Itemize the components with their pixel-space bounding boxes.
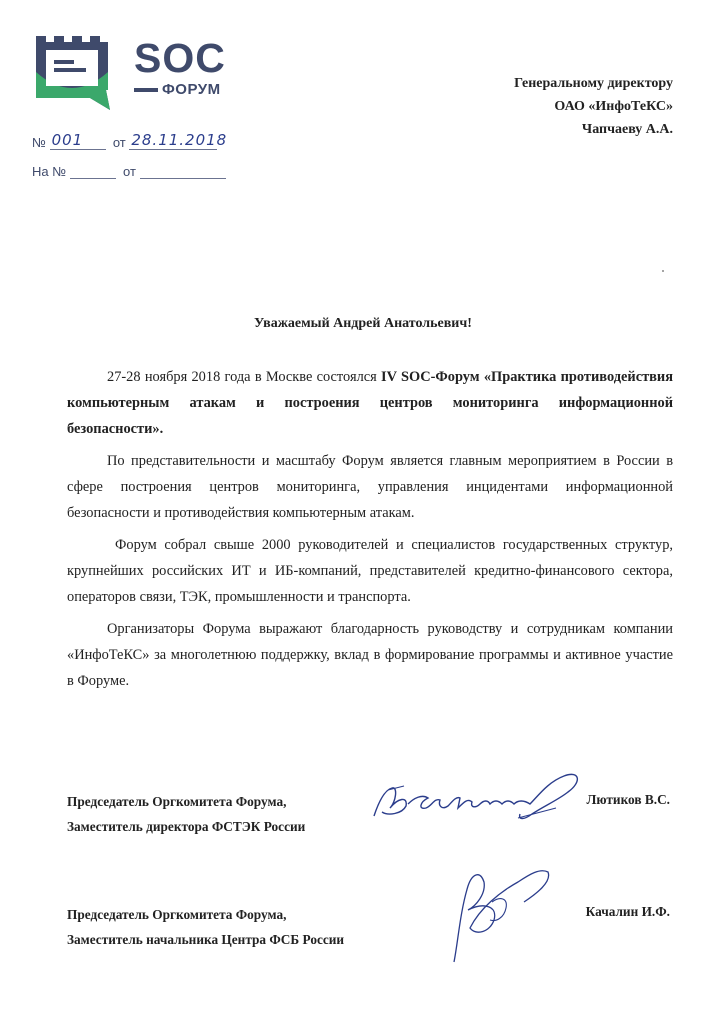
reply-number-field <box>70 163 116 179</box>
paragraph-2: По представительности и масштабу Форум является главным мероприятием в России в сфере построения центров мониторинга, управления инцидентами информационной безопасности и противодействия компьютерным атакам. <box>67 453 673 521</box>
outgoing-reference <box>32 131 228 150</box>
signatory-1-title-line1: Председатель Оргкомитета Форума, <box>67 794 287 809</box>
reply-from-label: от <box>123 164 136 179</box>
paragraph-1-forum-title: IV SOC-Форум «Практика противодействия компьютерным атакам и построения центров мониторинга информационной безопасности». <box>67 369 673 437</box>
incoming-reference <box>32 163 226 179</box>
logo-dash <box>134 88 158 92</box>
signatory-1-title-line2: Заместитель директора ФСТЭК России <box>67 819 306 834</box>
signature-2-image <box>440 862 560 966</box>
signatory-2-name: Качалин И.Ф. <box>585 904 670 919</box>
paragraph-1 <box>67 364 673 442</box>
addressee-block <box>514 72 673 141</box>
soc-forum-logo-icon <box>32 32 112 116</box>
logo-brand-text: SOC <box>134 35 226 81</box>
logo-wordmark <box>134 35 226 98</box>
handwritten-number: 001 <box>51 131 84 149</box>
letter-body <box>67 364 673 700</box>
paragraph-3: Форум собрал свыше 2000 руководителей и специалистов государственных структур, крупнейших российских ИТ и ИБ-компаний, представителей кредитно-финансового сектора, операторов связи, ТЭК, промышленности и транспорта. <box>67 537 673 605</box>
greeting: Уважаемый Андрей Анатольевич! <box>254 316 472 331</box>
addressee-name: Чапчаеву А.А. <box>581 122 673 137</box>
handwritten-date: 28.11.2018 <box>131 131 228 149</box>
signatory-2-title-line2: Заместитель начальника Центра ФСБ России <box>67 932 345 947</box>
paragraph-1-intro: 27-28 ноября 2018 года в Москве состоялся <box>107 369 382 385</box>
from-label: от <box>112 135 126 150</box>
signatory-2-title-line1: Председатель Оргкомитета Форума, <box>67 907 287 922</box>
addressee-company: ОАО «ИнфоТеКС» <box>554 99 673 114</box>
logo-subtitle-text: ФОРУМ <box>162 81 221 98</box>
reply-date-field <box>140 163 226 179</box>
reply-number-label: На № <box>32 164 67 179</box>
signatory-2-title <box>67 902 344 952</box>
paragraph-4: Организаторы Форума выражают благодарность руководству и сотрудникам компании «ИнфоТеКС» за многолетнюю поддержку, вклад в формирование программы и активное участие в Форуме. <box>67 621 673 689</box>
addressee-position: Генеральному директору <box>514 76 673 91</box>
number-label: № <box>32 135 46 150</box>
signatory-1-title <box>67 789 305 839</box>
scan-speck <box>662 270 664 272</box>
signatory-1-name: Лютиков В.С. <box>586 792 670 807</box>
signature-1-image <box>368 768 588 832</box>
date-field <box>129 131 228 150</box>
number-field <box>50 131 106 150</box>
